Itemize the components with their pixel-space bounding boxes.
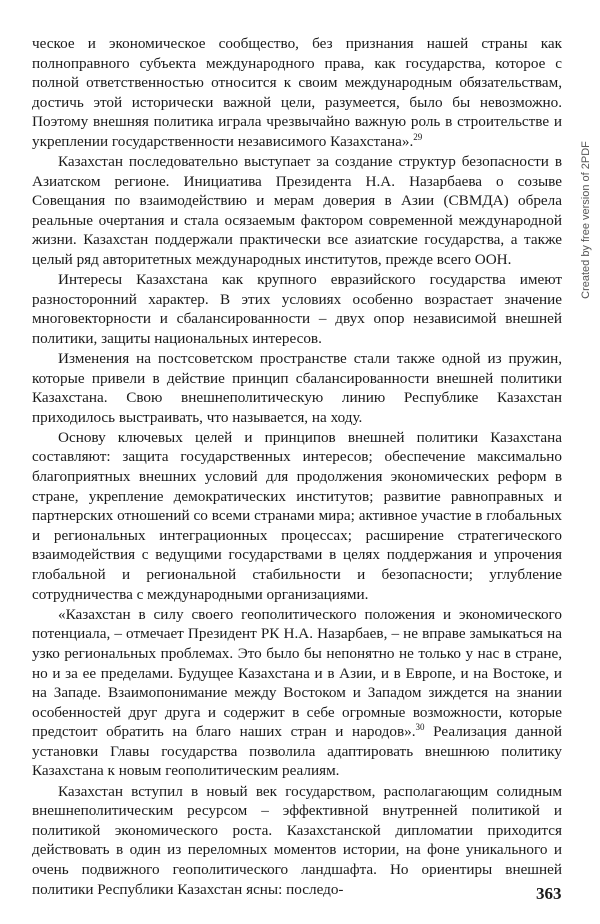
paragraph-5: Основу ключевых целей и принципов внешней политики Казахстана составляют: защита государственных интересов; обеспечение максимально благоприятных внешних условий для продолжения экономических реформ в стране, укрепление демократических институтов; развитие равноправных и партнерских отношений со всеми странами мира; активное участие в глобальных и региональных интеграционных процессах; расширение стратегического взаимодействия с ведущими государствами в целях поддержания и упрочения глобальной и региональной стабильности и безопасности; углубление сотрудничества с международными организациями.	[32, 428, 562, 603]
paragraph-1-text: ческое и экономическое сообщество, без признания нашей страны как полноправного субъекта международного права, как государства, которое с полной ответственностью относится к своим международным обязательствам, достичь этой исторически важной цели, разумеется, было бы невозможно. Поэтому внешняя политика играла чрезвычайно важную роль в строительстве и укреплении государственности независимого Казахстана».	[32, 35, 562, 150]
paragraph-3: Интересы Казахстана как крупного евразийского государства имеют разносторонний характер. В этих условиях особенно возрастает значение многовекторности и сбалансированности – двух опор независимой внешней политики, защиты национальных интересов.	[32, 271, 562, 347]
footnote-marker-29: 29	[413, 131, 423, 142]
footnote-marker-30: 30	[415, 722, 425, 733]
paragraph-4: Изменения на постсоветском пространстве стали также одной из пружин, которые привели в действие принцип сбалансированности внешней политики Казахстана. Свою внешнеполитическую линию Республике Казахстан приходилось выстраивать, что называется, на ходу.	[32, 350, 562, 426]
paragraph-7: Казахстан вступил в новый век государством, располагающим солидным внешнеполитическим ресурсом – эффективной внутренней политикой и политикой экономического роста. Казахстанской дипломатии приходится действовать в один из переломных моментов истории, на фоне уникального и очень подвижного геополитического ландшафта. Но ориентиры внешней политики Республики Казахстан ясны: последо-	[32, 782, 562, 898]
paragraph-6-continuation: Реализация данной установки Главы государства позволила адаптировать внешнюю политику Казахстана к новым геополитическим реалиям.	[32, 723, 562, 780]
watermark: Created by free version of 2PDF	[580, 141, 592, 299]
paragraph-1	[32, 34, 562, 152]
paragraph-6	[32, 605, 562, 781]
body-text	[32, 34, 562, 899]
page-number: 363	[536, 884, 562, 903]
paragraph-6-quote: «Казахстан в силу своего геополитического положения и экономического потенциала, – отмечает Президент РК Н.А. Назарбаев, – не вправе замыкаться на узко региональных проблемах. Это было бы непонятно не только у нас в стране, но и за ее пределами. Будущее Казахстана и в Азии, и в Европе, и на Востоке, и на Западе. Взаимопонимание между Востоком и Западом зиждется на знании особенностей друг друга и содержит в себе огромные возможности, которые предстоит обратить на благо наших стран и народов».	[32, 605, 562, 741]
paragraph-2: Казахстан последовательно выступает за создание структур безопасности в Азиатском регионе. Инициатива Президента Н.А. Назарбаева о созыве Совещания по взаимодействию и мерам доверия в Азии (СВМДА) обрела реальные очертания и стала осязаемым фактором современной международной жизни. Казахстан поддержали практически все азиатские государства, а также целый ряд авторитетных международных институтов, прежде всего ООН.	[32, 153, 562, 269]
